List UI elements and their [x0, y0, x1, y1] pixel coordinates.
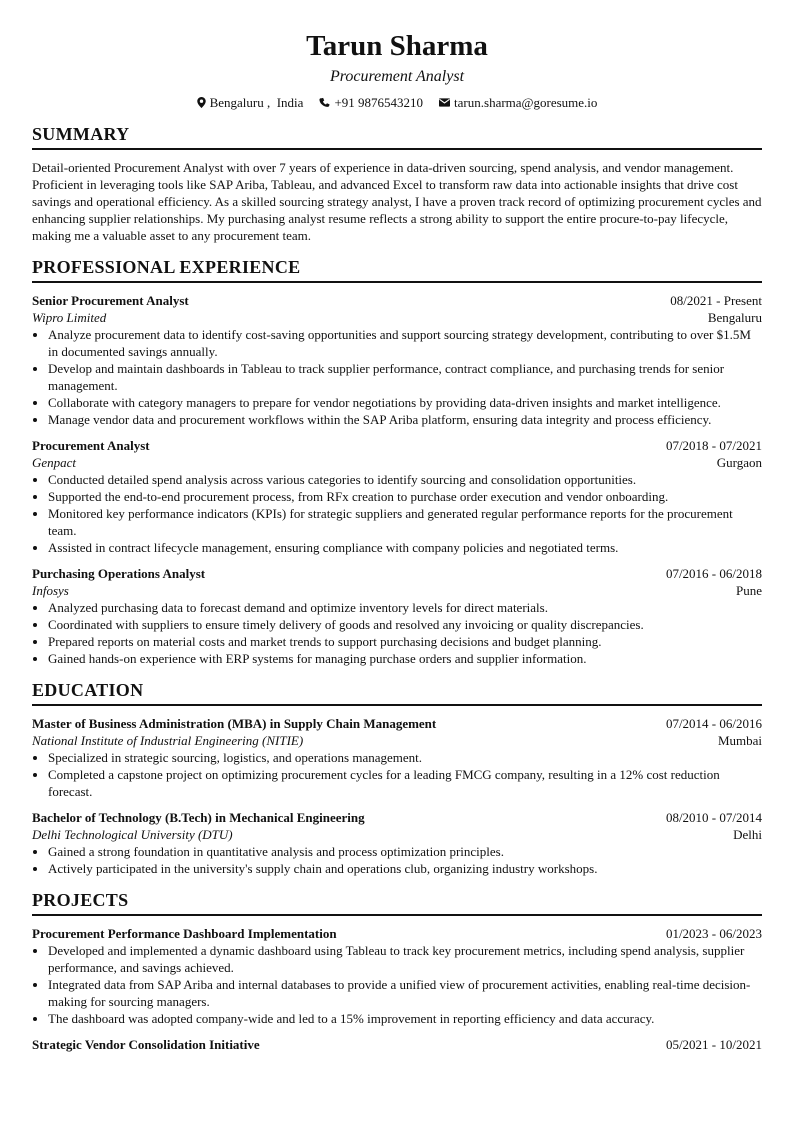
bullet-item: • Actively participated in the university's supply chain and operations club, organizing industry workshops.	[48, 860, 762, 877]
summary-text: Detail-oriented Procurement Analyst with over 7 years of experience in data-driven sourcing, spend analysis, and vendor management. Proficient in leveraging tools like SAP Ariba, Tableau, and advanced Excel to transform raw data into actionable insights that drive cost savings and operational efficiency. As a skilled sourcing strategy analyst, I have a proven track record of optimizing procurement cycles and enhancing supplier relationships. My purchasing analyst resume reflects a strong ability to support the entire procure-to-pay lifecycle, making me a valuable asset to any procurement team.	[32, 160, 762, 243]
school-location: Delhi	[733, 827, 762, 842]
contact-phone	[319, 94, 423, 111]
job-bullets	[32, 471, 762, 556]
job-entry	[32, 437, 762, 556]
contact-row	[32, 94, 762, 111]
bullet-item: • The dashboard was adopted company-wide and led to a 15% improvement in reporting efficiency and data accuracy.	[48, 1010, 762, 1027]
job-location: Bengaluru	[707, 310, 762, 325]
email-icon	[439, 98, 450, 107]
bullet-item: • Gained a strong foundation in quantitative analysis and process optimization principles.	[48, 843, 762, 860]
job-company: Wipro Limited	[32, 310, 107, 325]
education-entry	[32, 809, 762, 877]
school-name: Delhi Technological University (DTU)	[32, 827, 233, 842]
job-role: Senior Procurement Analyst	[32, 293, 189, 308]
job-dates: 08/2021 - Present	[670, 293, 762, 308]
bullet-item: • Specialized in strategic sourcing, logistics, and operations management.	[48, 749, 762, 766]
location-pin-icon	[197, 97, 206, 108]
project-dates: 01/2023 - 06/2023	[665, 926, 762, 941]
bullet-item: • Prepared reports on material costs and market trends to support purchasing decisions and budget planning.	[48, 633, 762, 650]
summary-heading: SUMMARY	[32, 126, 762, 150]
job-role: Purchasing Operations Analyst	[32, 566, 206, 581]
experience-heading: PROFESSIONAL EXPERIENCE	[32, 259, 762, 283]
job-location: Gurgaon	[716, 455, 762, 470]
education-bullets	[32, 749, 762, 800]
bullet-item: • Analyzed purchasing data to forecast demand and optimize inventory levels for direct materials.	[48, 599, 762, 616]
candidate-title: Procurement Analyst	[329, 68, 465, 85]
resume-header	[32, 28, 762, 111]
education-heading: EDUCATION	[32, 682, 762, 706]
bullet-item: • Completed a capstone project on optimizing procurement cycles for a leading FMCG company, resulting in a 12% cost reduction forecast.	[48, 766, 762, 800]
bullet-item: • Manage vendor data and procurement workflows within the SAP Ariba platform, ensuring data integrity and process efficiency.	[48, 411, 762, 428]
phone-text: +91 9876543210	[334, 95, 424, 110]
project-entry	[32, 1036, 762, 1053]
education-dates: 08/2010 - 07/2014	[665, 810, 762, 825]
bullet-item: • Supported the end-to-end procurement process, from RFx creation to purchase order execution and vendor onboarding.	[48, 488, 762, 505]
contact-location	[197, 94, 304, 111]
candidate-name: Tarun Sharma	[306, 30, 488, 62]
email-link[interactable]: tarun.sharma@goresume.io	[454, 95, 598, 110]
bullet-item: • Analyze procurement data to identify cost-saving opportunities and support sourcing strategy development, contributing to over $1.5M in documented savings annually.	[48, 326, 762, 360]
job-entry	[32, 565, 762, 667]
education-entry	[32, 715, 762, 800]
phone-icon	[319, 97, 330, 108]
resume-page	[32, 0, 762, 1053]
project-name: Strategic Vendor Consolidation Initiative	[32, 1037, 260, 1052]
education-dates: 07/2014 - 06/2016	[665, 716, 762, 731]
bullet-item: • Collaborate with category managers to prepare for vendor negotiations by providing data-driven insights and market intelligence.	[48, 394, 762, 411]
job-company: Infosys	[32, 583, 69, 598]
bullet-item: • Develop and maintain dashboards in Tableau to track supplier performance, contract compliance, and purchasing trends for senior management.	[48, 360, 762, 394]
bullet-item: • Assisted in contract lifecycle management, ensuring compliance with company policies and negotiated terms.	[48, 539, 762, 556]
location-text: Bengaluru , India	[209, 95, 304, 110]
bullet-item: • Conducted detailed spend analysis across various categories to identify sourcing and consolidation opportunities.	[48, 471, 762, 488]
job-company: Genpact	[32, 455, 77, 470]
job-dates: 07/2016 - 06/2018	[665, 566, 762, 581]
job-role: Procurement Analyst	[32, 438, 150, 453]
job-bullets	[32, 599, 762, 667]
degree-name: Master of Business Administration (MBA) in Supply Chain Management	[32, 716, 437, 731]
project-entry	[32, 925, 762, 1027]
project-bullets	[32, 942, 762, 1027]
bullet-item: • Integrated data from SAP Ariba and internal databases to provide a unified view of procurement activities, enabling real-time decision-making for sourcing managers.	[48, 976, 762, 1010]
bullet-item: • Gained hands-on experience with ERP systems for managing purchase orders and supplier information.	[48, 650, 762, 667]
bullet-item: • Developed and implemented a dynamic dashboard using Tableau to track key procurement metrics, including spend analysis, supplier performance, and savings achieved.	[48, 942, 762, 976]
project-name: Procurement Performance Dashboard Implementation	[32, 926, 337, 941]
job-location: Pune	[736, 583, 762, 598]
projects-heading: PROJECTS	[32, 892, 762, 916]
school-name: National Institute of Industrial Engineering (NITIE)	[32, 733, 304, 748]
contact-email	[439, 94, 597, 111]
bullet-item: • Monitored key performance indicators (KPIs) for strategic suppliers and generated regular performance reports for the procurement team.	[48, 505, 762, 539]
degree-name: Bachelor of Technology (B.Tech) in Mechanical Engineering	[32, 810, 365, 825]
job-entry	[32, 292, 762, 428]
job-dates: 07/2018 - 07/2021	[665, 438, 762, 453]
education-bullets	[32, 843, 762, 877]
project-dates: 05/2021 - 10/2021	[665, 1037, 762, 1052]
school-location: Mumbai	[717, 733, 762, 748]
job-bullets	[32, 326, 762, 428]
bullet-item: • Coordinated with suppliers to ensure timely delivery of goods and resolved any invoicing or quality discrepancies.	[48, 616, 762, 633]
